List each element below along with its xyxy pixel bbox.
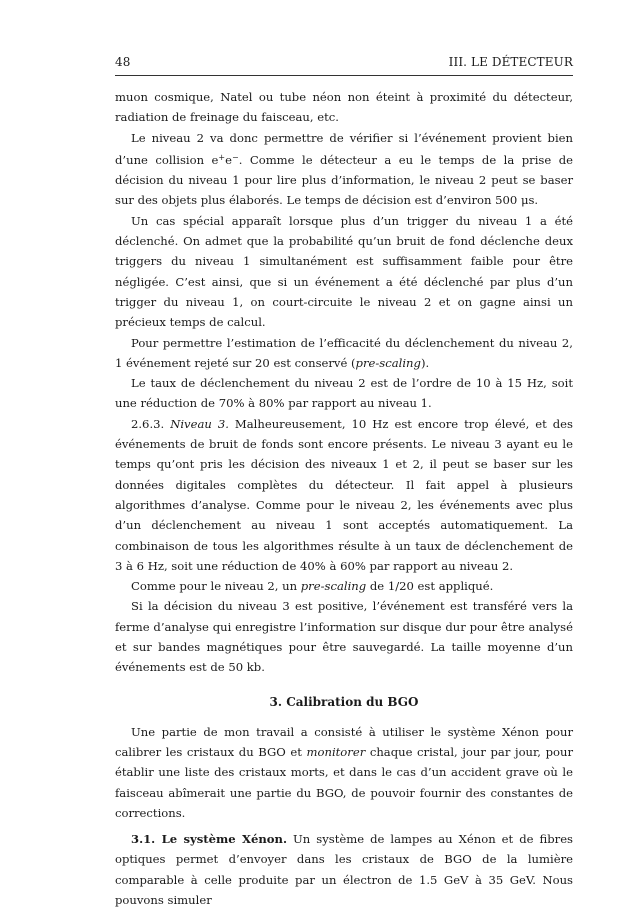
paragraph bbox=[115, 829, 573, 910]
paragraph-text: Une partie de mon travail a consisté à utiliser le système Xénon pour calibrer les cristaux du BGO et bbox=[115, 724, 573, 759]
emphasis: pre-scaling bbox=[300, 579, 367, 594]
paragraph-text: muon cosmique, Natel ou tube néon non éteint à proximité du détecteur, radiation de freinage du faisceau, etc. bbox=[115, 90, 573, 125]
paragraph bbox=[115, 87, 573, 128]
paragraph-text: Malheureusement, 10 Hz est encore trop élevé, et des événements de bruit de fonds sont encore présents. Le niveau 3 ayant eu le temps qu’ont pris les décision des niveaux 1 et 2, il peut se baser sur les données digitales complètes du détecteur. Il fait appel à plusieurs algorithmes d’analyse. Comme pour le niveau 2, les événements avec plus d’un déclenchement au niveau 1 sont acceptés automatiquement. La combinaison de tous les algorithmes résulte à un taux de déclenchement de 3 à 6 Hz, soit une réduction de 40% à 60% par rapport au niveau 2. bbox=[115, 416, 573, 573]
chapter-title: III. LE DÉTECTEUR bbox=[448, 55, 573, 69]
paragraph-text: chaque cristal, jour par jour, pour établir une liste des cristaux morts, et dans le cas d’un accident grave où le faisceau abîmerait une partie du BGO, de pouvoir fournir des constantes de corrections. bbox=[115, 744, 573, 820]
paragraph bbox=[115, 128, 573, 211]
section-title: 3. Calibration du BGO bbox=[269, 694, 419, 709]
paragraph bbox=[115, 333, 573, 374]
paragraph-text: de 1/20 est appliqué. bbox=[366, 579, 494, 594]
superscript: − bbox=[231, 152, 239, 162]
paragraph-text: Un système de lampes au Xénon et de fibres optiques permet d’envoyer dans les cristaux de BGO de la lumière comparable à celle produite par un électron de 1.5 GeV à 35 GeV. Nous pouvons simuler bbox=[115, 832, 574, 907]
paragraph bbox=[115, 373, 573, 414]
paragraph-text: . Comme le détecteur a eu le temps de la prise de décision du niveau 1 pour lire plus d’information, le niveau 2 peut se baser sur des objets plus élaborés. Le temps de décision est d’environ 500 μs. bbox=[115, 152, 573, 208]
superscript: + bbox=[218, 152, 226, 162]
subsubsection-number: 2.6.3. bbox=[131, 416, 165, 431]
paragraph-text: Un cas spécial apparaît lorsque plus d’un trigger du niveau 1 a été déclenché. On admet que la probabilité qu’un bruit de fond déclenche deux triggers du niveau 1 simultanément est suffisamment faible pour être négligée. C’est ainsi, que si un événement a été déclenché par plus d’un trigger du niveau 1, on court-circuite le niveau 2 et on gagne ainsi un précieux temps de calcul. bbox=[115, 213, 573, 330]
emphasis: pre-scaling bbox=[355, 355, 421, 370]
paragraph bbox=[115, 211, 573, 333]
paragraph-text: Si la décision du niveau 3 est positive, l’événement est transféré vers la ferme d’analyse qui enregistre l’information sur disque dur pour être analysé et sur bandes magnétiques pour être sauvegardé. La taille moyenne d’un événements est de 50 kb. bbox=[115, 599, 573, 675]
body-text bbox=[115, 87, 573, 910]
page-number: 48 bbox=[115, 55, 131, 69]
paragraph bbox=[115, 414, 573, 576]
running-header bbox=[115, 54, 573, 76]
paragraph-text: e bbox=[225, 152, 232, 167]
document-page bbox=[115, 54, 573, 910]
paragraph-text: Pour permettre l’estimation de l’efficacité du déclenchement du niveau 2, 1 événement rejeté sur 20 est conservé ( bbox=[115, 335, 573, 370]
emphasis: monitorer bbox=[306, 744, 366, 759]
paragraph-text: Le niveau 2 va donc permettre de vérifier si l’événement provient bien d’une collision e bbox=[115, 130, 573, 167]
paragraph bbox=[115, 576, 573, 596]
paragraph bbox=[115, 722, 573, 823]
paragraph-text: ). bbox=[420, 355, 430, 370]
subsubsection-title: Niveau 3. bbox=[170, 416, 229, 431]
subsection-title: 3.1. Le système Xénon. bbox=[131, 832, 287, 847]
paragraph-text: Le taux de déclenchement du niveau 2 est de l’ordre de 10 à 15 Hz, soit une réduction de 70% à 80% par rapport au niveau 1. bbox=[115, 376, 573, 411]
paragraph bbox=[115, 596, 573, 677]
paragraph-text: Comme pour le niveau 2, un bbox=[131, 579, 301, 594]
